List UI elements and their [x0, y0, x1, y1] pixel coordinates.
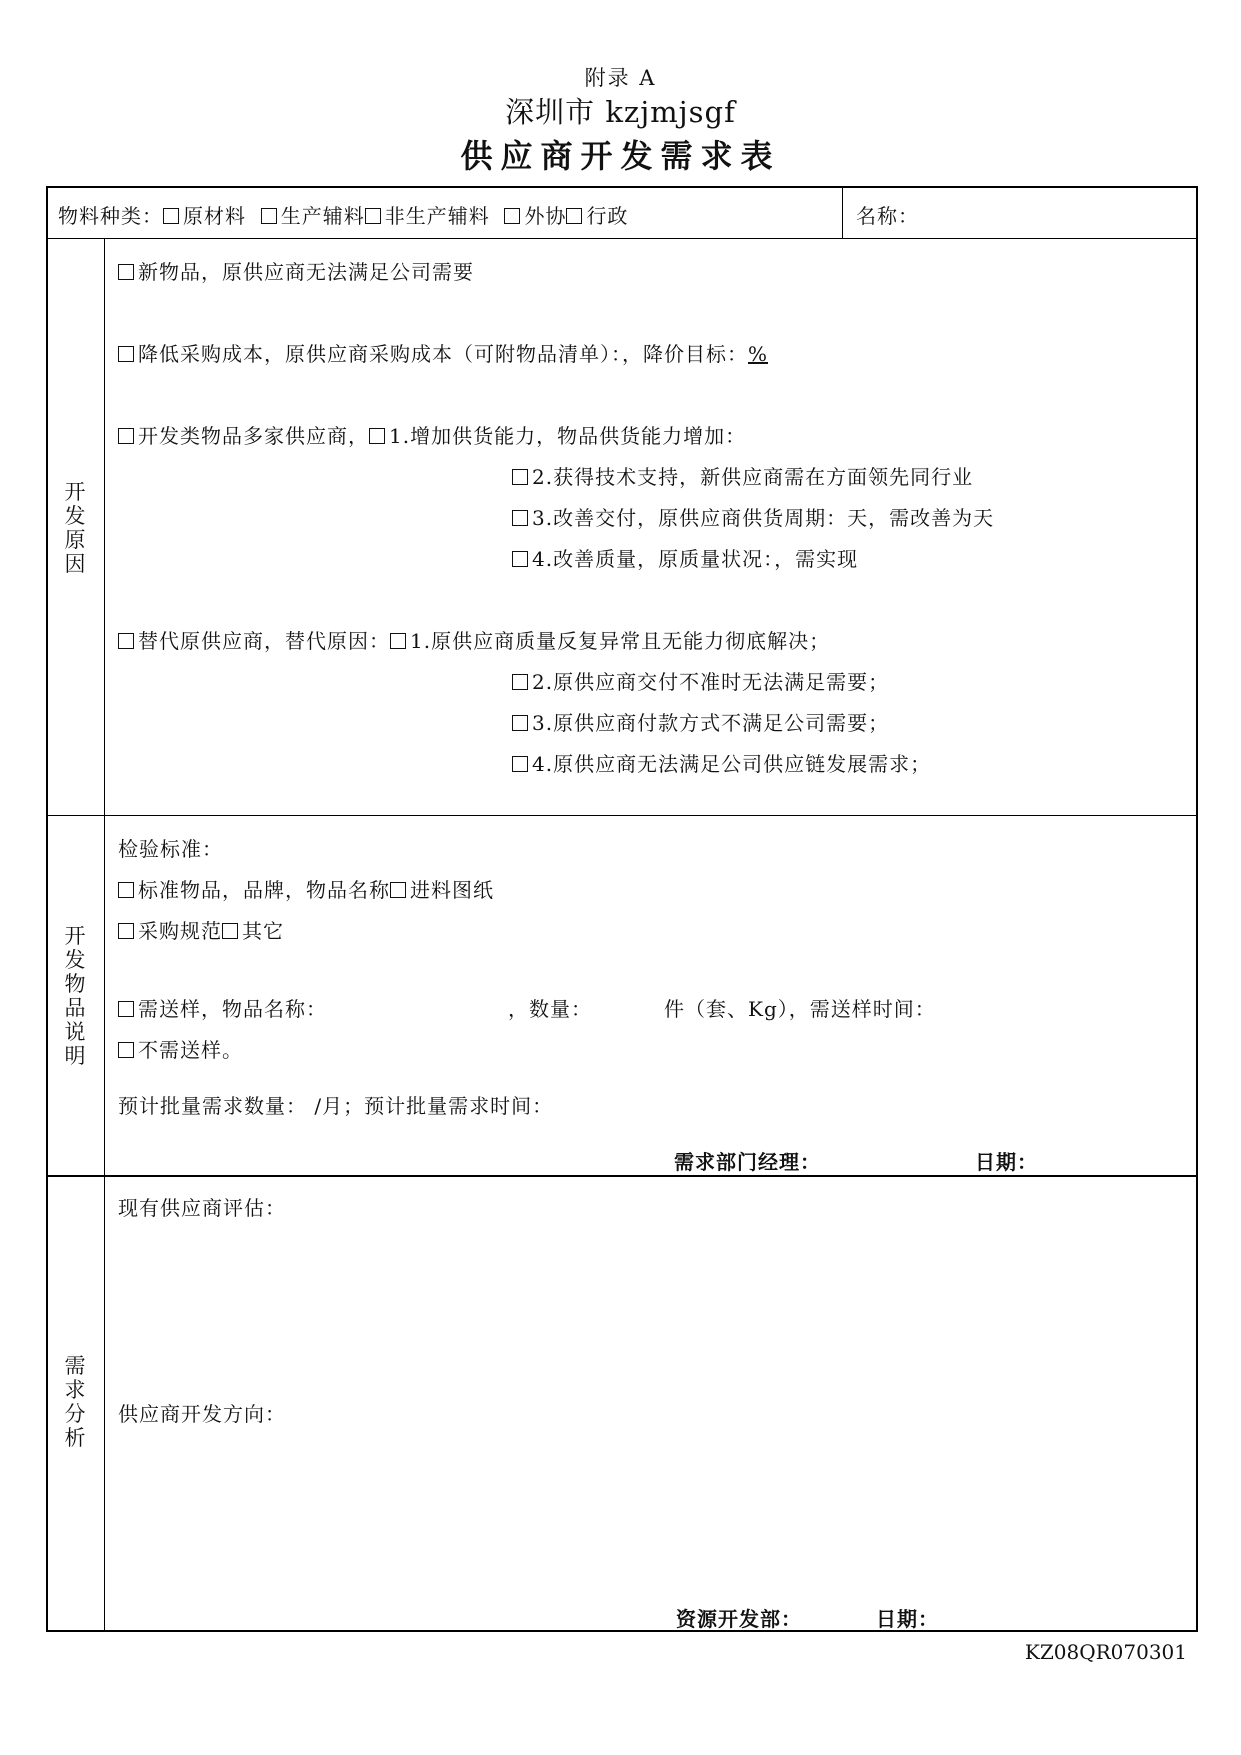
multi-opt-2: 2.获得技术支持，新供应商需在方面领先同行业 — [532, 465, 974, 489]
label-char: 需 — [64, 1354, 86, 1378]
sample-need-text: 需送样，物品名称： — [138, 997, 327, 1021]
checkbox-need-sample[interactable] — [118, 1001, 134, 1017]
incoming-drawing-text: 进料图纸 — [410, 878, 494, 902]
multi-opt-4-row — [512, 543, 858, 572]
purchase-spec-row — [118, 915, 284, 944]
multi-opt-2-row — [512, 461, 973, 490]
checkbox-standard-item[interactable] — [118, 882, 134, 898]
checkbox-purchase-spec[interactable] — [118, 923, 134, 939]
label-char: 品 — [64, 996, 86, 1020]
option-administrative: 行政 — [586, 204, 629, 228]
batch-demand-text: 预计批量需求数量： /月；预计批量需求时间： — [118, 1094, 554, 1118]
replace-opt-2: 2.原供应商交付不准时无法满足需要； — [532, 670, 890, 694]
no-sample-row — [118, 1034, 243, 1063]
checkbox-incoming-drawing[interactable] — [390, 882, 406, 898]
label-char: 发 — [64, 504, 86, 528]
item-bottom-line — [46, 1175, 1198, 1177]
label-char: 物 — [64, 972, 86, 996]
checkbox-replace-3[interactable] — [512, 715, 528, 731]
material-type-label: 物料种类： — [58, 204, 163, 228]
checkbox-multi-4[interactable] — [512, 551, 528, 567]
multi-opt-4: 4.改善质量，原质量状况：，需实现 — [532, 547, 859, 571]
form-title: 供应商开发需求表 — [460, 137, 781, 175]
replace-supplier-option — [118, 625, 830, 654]
no-sample-text: 不需送样。 — [138, 1038, 243, 1062]
row1-bottom-line — [46, 238, 1198, 239]
label-char: 明 — [64, 1044, 86, 1068]
table-top-border — [46, 186, 1198, 188]
replace-opt-3-row — [512, 707, 889, 736]
percent-target[interactable]: % — [748, 342, 769, 366]
checkbox-replace-1[interactable] — [390, 633, 406, 649]
label-column-divider — [104, 238, 105, 1631]
option-outsourcing: 外协 — [524, 204, 567, 228]
new-item-text: 新物品，原供应商无法满足公司需要 — [138, 260, 474, 284]
option-raw-material: 原材料 — [183, 204, 246, 228]
label-char: 因 — [64, 552, 86, 576]
dept-manager-label: 需求部门经理： — [674, 1150, 821, 1174]
checkbox-multi-1[interactable] — [369, 428, 385, 444]
checkbox-multi-supplier[interactable] — [118, 428, 134, 444]
replace-opt-3: 3.原供应商付款方式不满足公司需要； — [532, 711, 890, 735]
multi-opt-3: 3.改善交付，原供应商供货周期：天，需改善为天 — [532, 506, 995, 530]
checkbox-administrative[interactable] — [566, 208, 582, 224]
item-date-label: 日期： — [975, 1150, 1038, 1174]
label-char: 说 — [64, 1020, 86, 1044]
option-non-production-aux: 非生产辅料 — [384, 204, 490, 228]
label-char: 开 — [64, 924, 86, 948]
replace-opt-4-row — [512, 748, 931, 777]
purchase-spec-text: 采购规范 — [138, 919, 222, 943]
checkbox-new-item[interactable] — [118, 264, 134, 280]
multi-opt-3-row — [512, 502, 994, 531]
sample-quantity-label: ，数量： — [508, 997, 592, 1021]
checkbox-outsourcing[interactable] — [504, 208, 520, 224]
label-char: 析 — [64, 1426, 86, 1450]
new-item-option — [118, 256, 474, 285]
inspection-standard-label: 检验标准： — [118, 837, 223, 861]
company-name: 深圳市 kzjmjsgf — [505, 95, 736, 129]
replace-opt-4: 4.原供应商无法满足公司供应链发展需求； — [532, 752, 932, 776]
multi-supplier-text: 开发类物品多家供应商， — [138, 424, 369, 448]
multi-supplier-option — [118, 420, 746, 449]
label-char: 发 — [64, 948, 86, 972]
analysis-date-label: 日期： — [876, 1607, 939, 1631]
replace-opt-1: 1.原供应商质量反复异常且无能力彻底解决； — [410, 629, 831, 653]
other-text: 其它 — [242, 919, 284, 943]
supplier-evaluation-label: 现有供应商评估： — [118, 1196, 286, 1220]
checkbox-production-aux[interactable] — [261, 208, 277, 224]
sample-row — [118, 993, 327, 1022]
checkbox-multi-3[interactable] — [512, 510, 528, 526]
label-char: 求 — [64, 1378, 86, 1402]
supplier-direction-label: 供应商开发方向： — [118, 1402, 286, 1426]
sample-unit-label: 件（套、Kg），需送样时间： — [664, 997, 936, 1021]
checkbox-other[interactable] — [222, 923, 238, 939]
checkbox-replace-2[interactable] — [512, 674, 528, 690]
checkbox-replace-4[interactable] — [512, 756, 528, 772]
checkbox-raw-material[interactable] — [163, 208, 179, 224]
label-char: 分 — [64, 1402, 86, 1426]
label-char: 开 — [64, 480, 86, 504]
table-right-border — [1196, 186, 1198, 1632]
standard-item-text: 标准物品，品牌，物品名称 — [138, 878, 390, 902]
section-label-reason — [46, 480, 104, 576]
appendix-label: 附录 A — [584, 66, 657, 90]
section-label-analysis — [46, 1354, 104, 1450]
checkbox-non-production-aux[interactable] — [365, 208, 381, 224]
material-type-row — [58, 200, 628, 229]
checkbox-replace-supplier[interactable] — [118, 633, 134, 649]
form-code: KZ08QR070301 — [1024, 1640, 1187, 1664]
resource-dept-label: 资源开发部： — [676, 1607, 802, 1631]
multi-opt-1: 1.增加供货能力，物品供货能力增加： — [389, 424, 747, 448]
standard-item-row — [118, 874, 494, 903]
replace-text: 替代原供应商，替代原因： — [138, 629, 390, 653]
label-char: 原 — [64, 528, 86, 552]
checkbox-reduce-cost[interactable] — [118, 346, 134, 362]
reduce-cost-option — [118, 338, 768, 367]
reduce-cost-text: 降低采购成本，原供应商采购成本（可附物品清单）：，降价目标： — [138, 342, 748, 366]
checkbox-no-sample[interactable] — [118, 1042, 134, 1058]
option-production-aux: 生产辅料 — [280, 204, 365, 228]
reason-bottom-line — [46, 815, 1198, 816]
replace-opt-2-row — [512, 666, 889, 695]
name-divider — [842, 186, 843, 239]
table-bottom-border — [46, 1630, 1198, 1632]
name-field-label: 名称： — [856, 204, 919, 228]
checkbox-multi-2[interactable] — [512, 469, 528, 485]
section-label-item — [46, 924, 104, 1068]
